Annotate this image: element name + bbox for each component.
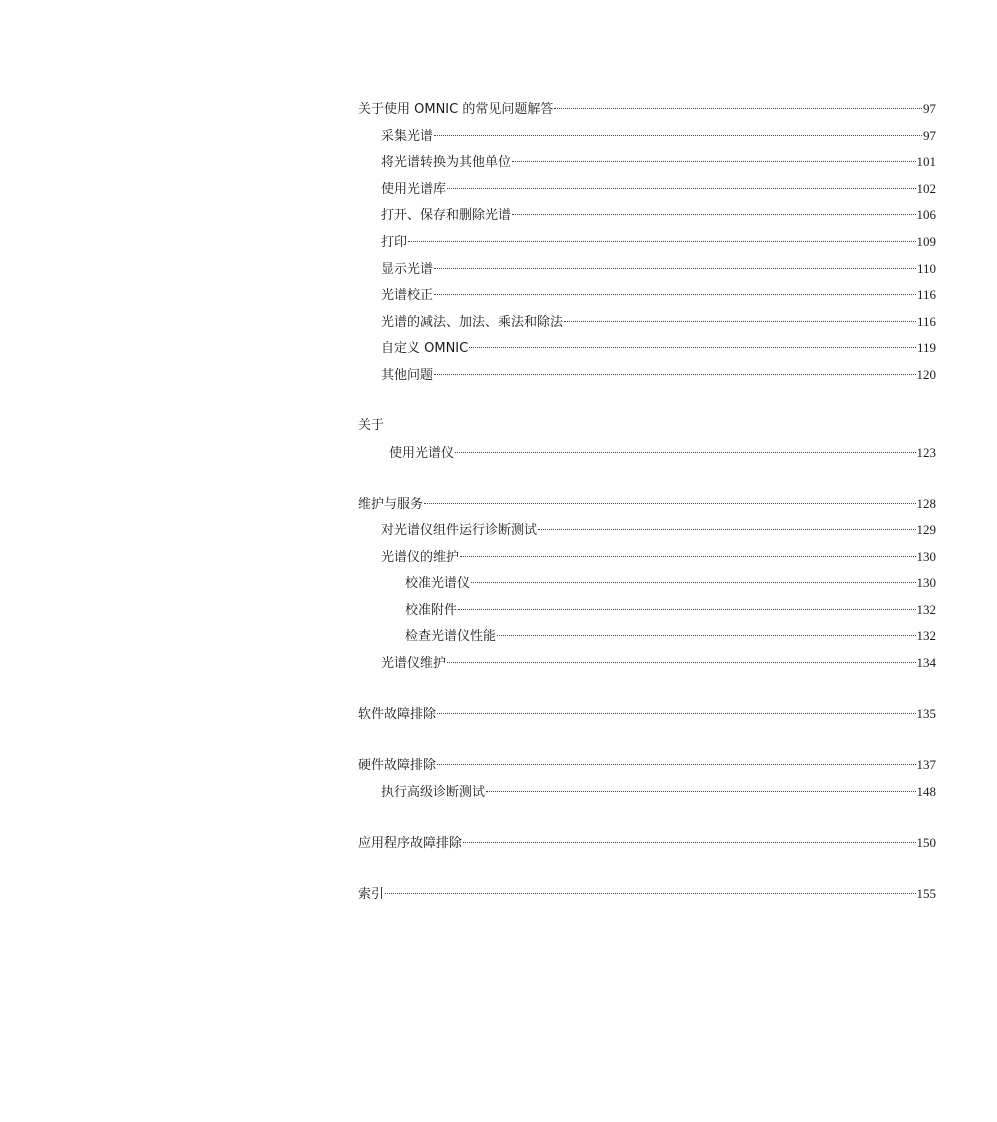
toc-entry-calibrate-spectrometer[interactable] xyxy=(358,570,936,597)
toc-page-number: 148 xyxy=(916,783,936,799)
toc-entry-display-spectra[interactable] xyxy=(358,256,936,283)
toc-page-number: 155 xyxy=(916,885,936,901)
toc-entry-application-troubleshooting[interactable] xyxy=(358,830,936,857)
toc-page-number: 101 xyxy=(916,154,936,170)
toc-entry-maintenance-service[interactable] xyxy=(358,491,936,518)
toc-entry-advanced-diagnostics[interactable] xyxy=(358,779,936,806)
toc-entry-spectral-arithmetic[interactable] xyxy=(358,309,936,336)
toc-section-heading: 关于 xyxy=(358,417,385,433)
toc-entry-title: 对光谱仪组件运行诊断测试 xyxy=(381,523,538,539)
toc-page-number: 129 xyxy=(916,522,936,538)
toc-entry-title: 自定义 OMNIC xyxy=(381,341,469,357)
toc-entry-title: 打开、保存和删除光谱 xyxy=(381,208,512,224)
toc-entry-spectrometer-maintenance[interactable] xyxy=(358,650,936,677)
section-gap xyxy=(358,389,936,413)
dot-leader xyxy=(434,294,916,295)
section-gap xyxy=(358,856,936,880)
dot-leader xyxy=(554,108,922,109)
toc-page-number: 137 xyxy=(916,757,936,773)
dot-leader xyxy=(497,635,915,636)
toc-entry-title: 光谱仪的维护 xyxy=(381,549,460,565)
toc-entry-title: 硬件故障排除 xyxy=(358,758,437,774)
toc-page-number: 128 xyxy=(916,495,936,511)
toc-entry-customize-omnic[interactable] xyxy=(358,335,936,362)
toc-page-number: 102 xyxy=(916,180,936,196)
toc-page-number: 120 xyxy=(916,366,936,382)
toc-entry-title: 其他问题 xyxy=(381,367,434,383)
dot-leader xyxy=(469,347,916,348)
toc-entry-title: 索引 xyxy=(358,886,385,902)
toc-entry-spectral-correction[interactable] xyxy=(358,282,936,309)
toc-entry-title: 使用光谱库 xyxy=(381,181,447,197)
toc-entry-convert-units[interactable] xyxy=(358,149,936,176)
toc-entry-index[interactable] xyxy=(358,881,936,908)
toc-entry-title: 维护与服务 xyxy=(358,496,424,512)
toc-entry-faq-omnic[interactable] xyxy=(358,96,936,123)
dot-leader xyxy=(512,214,915,215)
toc-page-number: 132 xyxy=(916,601,936,617)
dot-leader xyxy=(447,188,915,189)
toc-entry-title: 校准光谱仪 xyxy=(405,576,471,592)
toc-entry-open-save-delete[interactable] xyxy=(358,202,936,229)
table-of-contents xyxy=(358,96,936,907)
toc-page-number: 150 xyxy=(916,834,936,850)
toc-entry-title: 打印 xyxy=(381,234,408,250)
dot-leader xyxy=(486,791,915,792)
dot-leader xyxy=(434,135,922,136)
dot-leader xyxy=(460,556,915,557)
toc-page-number: 97 xyxy=(923,127,936,143)
dot-leader xyxy=(437,713,915,714)
toc-entry-diagnostic-tests[interactable] xyxy=(358,517,936,544)
toc-entry-print[interactable] xyxy=(358,229,936,256)
dot-leader xyxy=(424,503,915,504)
toc-entry-spectrometer-upkeep[interactable] xyxy=(358,544,936,571)
dot-leader xyxy=(512,161,915,162)
dot-leader xyxy=(437,764,915,765)
toc-entry-title: 关于使用 OMNIC 的常见问题解答 xyxy=(358,102,554,117)
dot-leader xyxy=(434,374,915,375)
toc-page-number: 130 xyxy=(916,575,936,591)
toc-entry-title: 使用光谱仪 xyxy=(389,445,455,461)
dot-leader xyxy=(471,582,915,583)
dot-leader xyxy=(385,893,915,894)
toc-entry-title: 光谱仪维护 xyxy=(381,656,447,672)
dot-leader xyxy=(564,321,916,322)
toc-page-number: 134 xyxy=(916,655,936,671)
toc-page-number: 130 xyxy=(916,548,936,564)
dot-leader xyxy=(455,452,915,453)
toc-page-number: 135 xyxy=(916,706,936,722)
toc-heading-about xyxy=(358,413,936,440)
dot-leader xyxy=(408,241,915,242)
section-gap xyxy=(358,728,936,752)
toc-entry-collect-spectra[interactable] xyxy=(358,123,936,150)
toc-entry-title: 软件故障排除 xyxy=(358,707,437,723)
toc-page-number: 123 xyxy=(916,444,936,460)
toc-entry-title: 采集光谱 xyxy=(381,128,434,144)
toc-page-number: 109 xyxy=(916,233,936,249)
section-gap xyxy=(358,466,936,490)
toc-entry-other-questions[interactable] xyxy=(358,362,936,389)
toc-entry-hardware-troubleshooting[interactable] xyxy=(358,752,936,779)
dot-leader xyxy=(434,268,916,269)
toc-page-number: 132 xyxy=(916,628,936,644)
toc-page-number: 116 xyxy=(916,287,936,303)
toc-entry-spectral-library[interactable] xyxy=(358,176,936,203)
dot-leader xyxy=(458,609,915,610)
toc-entry-title: 将光谱转换为其他单位 xyxy=(381,155,512,171)
toc-page-number: 119 xyxy=(916,340,936,356)
section-gap xyxy=(358,805,936,829)
toc-entry-check-performance[interactable] xyxy=(358,623,936,650)
toc-entry-title: 应用程序故障排除 xyxy=(358,835,463,851)
toc-entry-title: 光谱校正 xyxy=(381,288,434,304)
toc-entry-title: 显示光谱 xyxy=(381,261,434,277)
toc-entry-title: 光谱的减法、加法、乘法和除法 xyxy=(381,314,564,330)
toc-page-number: 97 xyxy=(923,101,936,116)
toc-entry-title: 检查光谱仪性能 xyxy=(405,629,497,645)
toc-page-number: 106 xyxy=(916,207,936,223)
dot-leader xyxy=(447,662,915,663)
toc-entry-title: 执行高级诊断测试 xyxy=(381,784,486,800)
toc-entry-calibrate-accessories[interactable] xyxy=(358,597,936,624)
toc-entry-title: 校准附件 xyxy=(405,602,458,618)
dot-leader xyxy=(538,529,915,530)
dot-leader xyxy=(463,842,915,843)
toc-entry-using-spectrometer[interactable] xyxy=(358,440,936,467)
toc-entry-software-troubleshooting[interactable] xyxy=(358,701,936,728)
section-gap xyxy=(358,677,936,701)
toc-page-number: 110 xyxy=(916,260,936,276)
toc-page-number: 116 xyxy=(916,313,936,329)
